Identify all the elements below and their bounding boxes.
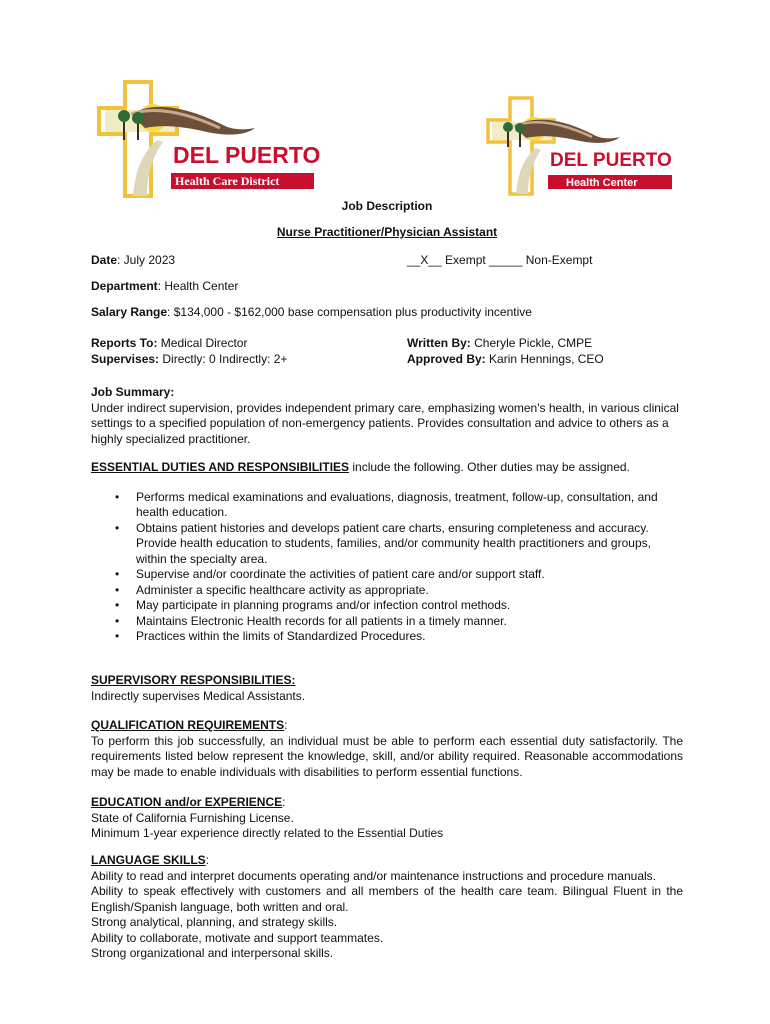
svg-text:Health Care District: Health Care District (175, 174, 280, 188)
job-summary-text: Under indirect supervision, provides independent primary care, emphasizing women's health, in various clinical settings to a specified population of non-emergency patients. Provides consultation and advice to others as a highly specialized practitioner. (91, 400, 679, 446)
language-line: Ability to collaborate, motivate and support teammates. (91, 930, 384, 945)
date-line (91, 253, 683, 269)
department-value: : Health Center (157, 279, 239, 293)
essential-duties-heading: ESSENTIAL DUTIES AND RESPONSIBILITIES (91, 460, 350, 474)
language-line: Ability to speak effectively with customers and all members of the health care team. Bilingual Fluent in the English/Spanish language, both written and oral. (91, 884, 683, 914)
logo-del-puerto-health-center (484, 96, 676, 196)
written-by-value: Cheryle Pickle, CMPE (470, 336, 593, 350)
supervises-label: Supervises: (91, 352, 160, 366)
svg-text:DEL PUERTO: DEL PUERTO (550, 150, 672, 171)
department-label: Department (91, 279, 158, 293)
list-item: • Supervise and/or coordinate the activities of patient care and/or support staff. (91, 567, 663, 583)
list-item: • Obtains patient histories and develops patient care charts, ensuring completeness and accuracy. Provide health education to students, families, and/or community health practitioners and groups, within the specialty area. (91, 521, 663, 568)
language-heading: LANGUAGE SKILLS (91, 853, 206, 867)
svg-text:DEL PUERTO: DEL PUERTO (173, 142, 320, 168)
date-value: : July 2023 (117, 253, 176, 267)
date-label: Date (91, 253, 118, 267)
list-item: • May participate in planning programs and/or infection control methods. (91, 598, 663, 614)
approved-by-value: Karin Hennings, CEO (485, 352, 604, 366)
essential-duties-intro: include the following. Other duties may be assigned. (349, 460, 630, 474)
doc-type-title: Job Description (341, 199, 433, 213)
exempt-status: __X__ Exempt _____ Non-Exempt (407, 253, 593, 267)
qualifications-text: To perform this job successfully, an individual must be able to perform each essential duty satisfactorily. The requirements listed below represent the knowledge, skill, and/or ability required. Reasonable accommodations may be made to enable individuals with disabilities to perform essential functions. (91, 733, 683, 779)
reports-to-value: Medical Director (157, 336, 248, 350)
supervisory-section (91, 673, 683, 704)
svg-text:Health Center: Health Center (566, 177, 638, 189)
language-line: Ability to read and interpret documents operating and/or maintenance instructions and procedure manuals. (91, 868, 657, 883)
language-section (91, 853, 683, 962)
supervises-line (91, 352, 683, 368)
list-item: • Performs medical examinations and evaluations, diagnosis, treatment, follow-up, consultation, and health education. (91, 490, 663, 521)
salary-line (91, 305, 683, 321)
list-item: • Maintains Electronic Health records for all patients in a timely manner. (91, 614, 663, 630)
approved-by-label: Approved By: (407, 352, 486, 366)
supervises-value: Directly: 0 Indirectly: 2+ (159, 352, 288, 366)
reports-to-label: Reports To: (91, 336, 158, 350)
qualifications-section (91, 718, 683, 780)
education-line: Minimum 1-year experience directly related to the Essential Duties (91, 826, 444, 840)
reports-to-line (91, 336, 683, 352)
education-colon: : (282, 795, 286, 809)
list-item: • Practices within the limits of Standardized Procedures. (91, 629, 663, 645)
logo-graphic (95, 80, 320, 198)
education-section (91, 795, 683, 842)
list-item: • Administer a specific healthcare activity as appropriate. (91, 583, 663, 599)
logo-del-puerto-health-care-district (95, 80, 320, 198)
salary-label: Salary Range (91, 305, 168, 319)
logo-graphic (484, 96, 676, 196)
qualifications-colon: : (284, 718, 288, 732)
language-line: Strong analytical, planning, and strategy skills. (91, 915, 338, 929)
essential-duties-section (91, 460, 683, 645)
language-colon: : (205, 853, 210, 867)
job-summary-heading: Job Summary: (91, 385, 175, 399)
supervisory-heading: SUPERVISORY RESPONSIBILITIES: (91, 673, 296, 687)
essential-duties-list (91, 490, 683, 645)
job-summary-section (91, 385, 683, 447)
qualifications-heading: QUALIFICATION REQUIREMENTS (91, 718, 285, 732)
department-line (91, 279, 683, 295)
education-heading: EDUCATION and/or EXPERIENCE (91, 795, 283, 809)
supervisory-text: Indirectly supervises Medical Assistants. (91, 688, 306, 703)
salary-value: : $134,000 - $162,000 base compensation plus productivity incentive (167, 305, 532, 319)
education-line: State of California Furnishing License. (91, 810, 294, 825)
position-title: Nurse Practitioner/Physician Assistant (276, 225, 498, 239)
language-line: Strong organizational and interpersonal skills. (91, 946, 334, 960)
written-by-label: Written By: (407, 336, 471, 350)
